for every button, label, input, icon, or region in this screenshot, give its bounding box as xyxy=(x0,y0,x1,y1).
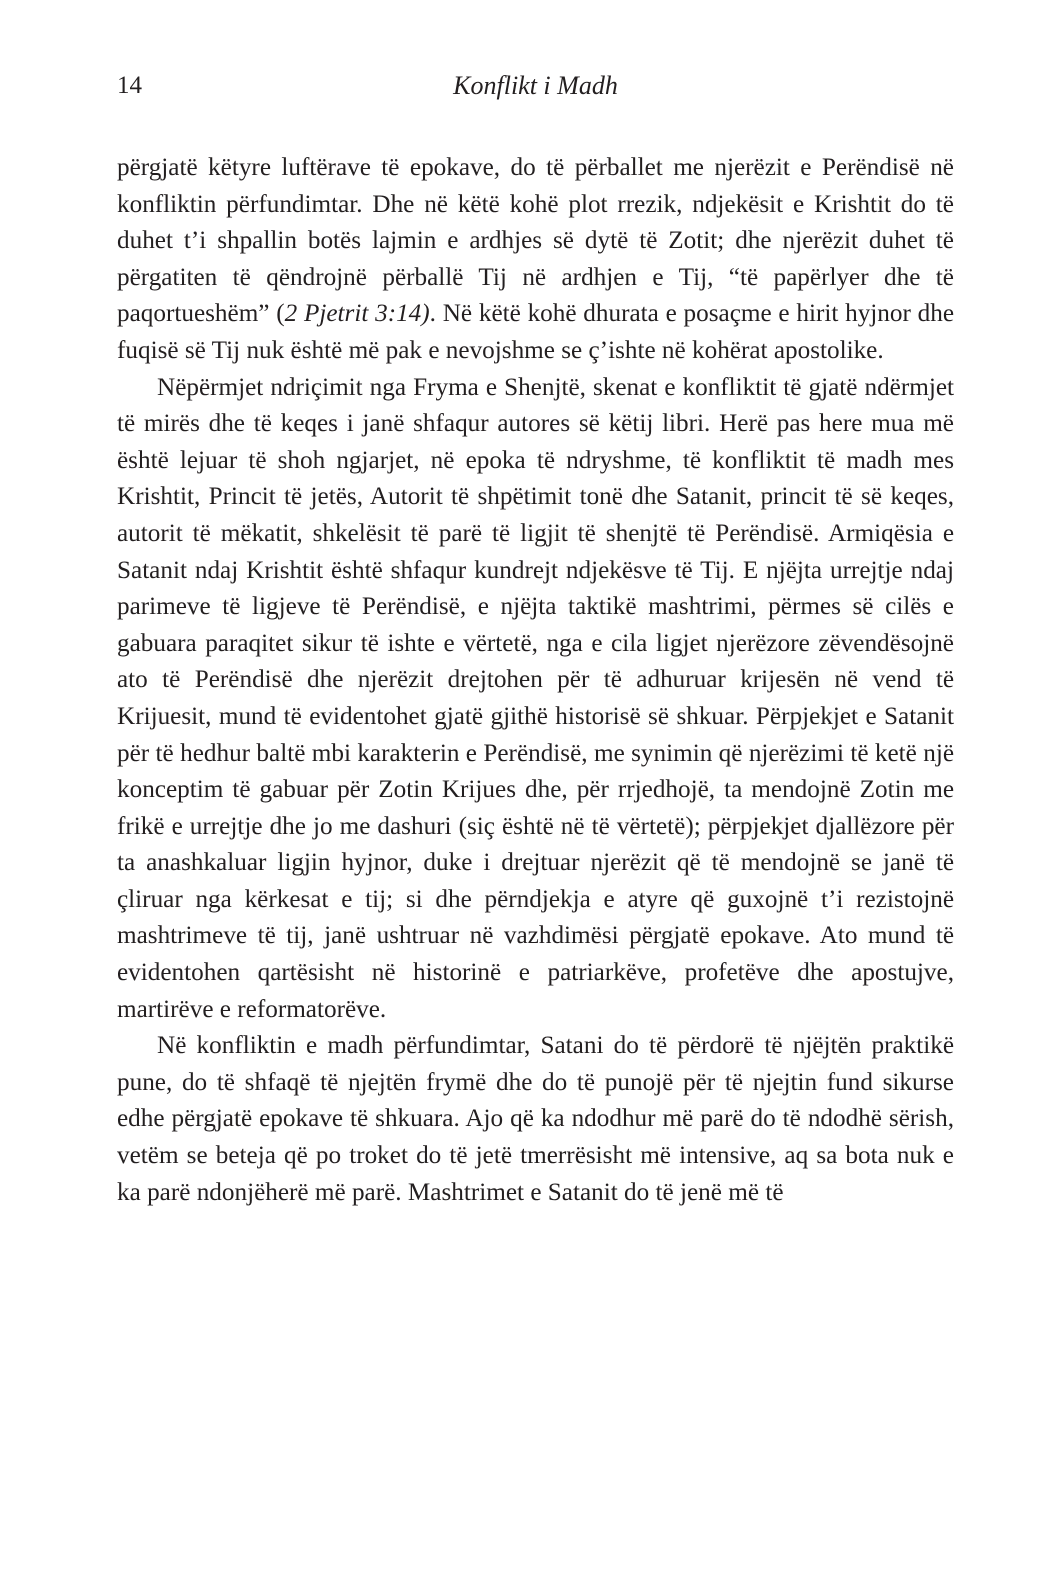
paragraph-2: Nëpërmjet ndriçimit nga Fryma e Shenjtë, skenat e konfliktit të gjatë ndërmjet të mirës dhe të keqes i janë shfaqur autores së këtij libri. Herë pas here mua më është lejuar të shoh ngjarjet, në epoka të ndryshme, të konfliktit të madh mes Krishtit, Princit të jetës, Autorit të shpëtimit tonë dhe Satanit, princit të së keqes, autorit të mëkatit, shkelësit të parë të ligjit të shenjtë të Perëndisë. Armiqësia e Satanit ndaj Krishtit është shfaqur kundrejt ndjekësve të Tij. E njëjta urrejtje ndaj parimeve të ligjeve të Perëndisë, e njëjta taktikë mashtrimi, përmes së cilës e gabuara paraqitet sikur të ishte e vërtetë, nga e cila ligjet njerëzore zëvendësojnë ato të Perëndisë dhe njerëzit drejtohen për të adhuruar krijesën në vend të Krijuesit, mund të evidentohet gjatë gjithë historisë së shkuar. Përpjekjet e Satanit për të hedhur baltë mbi karakterin e Perëndisë, me synimin që njerëzimi të ketë një konceptim të gabuar për Zotin Krijues dhe, për rrjedhojë, ta mendojnë Zotin me frikë e urrejtje dhe jo me dashuri (siç është në të vërtetë); përpjekjet djallëzore për ta anashkaluar ligjin hyjnor, duke i drejtuar njerëzit që të mendojnë se janë të çliruar nga kërkesat e tij; si dhe përndjekja e atyre që guxojnë t’i rezistojnë mashtrimeve të tij, janë ushtruar në vazhdimësi përgjatë epokave. Ato mund të evidentohen qartësisht në historinë e patriarkëve, profetëve dhe apostujve, martirëve e reformatorëve. xyxy=(117,373,954,1023)
scripture-reference: 2 Pjetrit 3:14) xyxy=(284,300,430,328)
page-header xyxy=(117,66,954,106)
paragraph-1-text: përgjatë këtyre luftërave të epokave, do të përballet me njerëzit e Perëndisë në konfliktin përfundimtar. Dhe në këtë kohë plot rrezik, ndjekësit e Krishtit do të duhet t’i shpallin botës lajmin e ardhjes së dytë të Zotit; dhe njerëzit duhet të përgatiten të qëndrojnë përballë Tij në ardhjen e Tij, “të papërlyer dhe të paqortueshëm” ( xyxy=(117,154,954,328)
text-body xyxy=(117,150,954,1211)
running-title: Konflikt i Madh xyxy=(453,71,618,100)
paragraph-1 xyxy=(117,150,954,370)
paragraph-1-text-end: . Në këtë kohë dhurata e posaçme e hirit hyjnor dhe fuqisë së Tij nuk është më pak e nevojshme se ç’ishte në kohërat apostolike. xyxy=(117,300,954,364)
page-number: 14 xyxy=(117,72,142,99)
paragraph-3: Në konfliktin e madh përfundimtar, Satani do të përdorë të njëjtën praktikë pune, do të shfaqë të njejtën frymë dhe do të punojë për të njejtin fund sikurse edhe përgjatë epokave të shkuara. Ajo që ka ndodhur më parë do të ndodhë sërish, vetëm se beteja që po troket do të jetë tmerrësisht më intensive, aq sa bota nuk e ka parë ndonjëherë më parë. Mashtrimet e Satanit do të jenë më të xyxy=(117,1032,954,1206)
